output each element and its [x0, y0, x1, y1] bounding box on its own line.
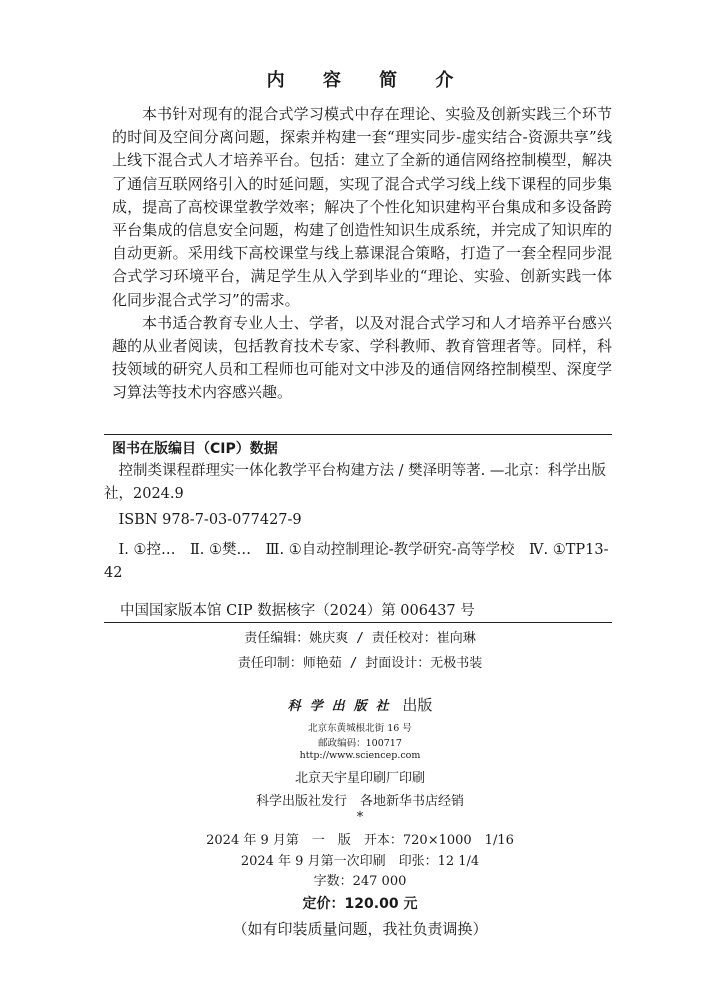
- printer-line: 北京天宇星印刷厂印刷: [294, 771, 425, 786]
- cip-section: [104, 438, 612, 588]
- publisher-address: 北京东黄城根北街 16 号: [308, 723, 412, 734]
- credits-line-1: 责任编辑：姚庆爽 / 责任校对：崔向琳: [244, 631, 476, 646]
- publisher-suffix: 出版: [402, 696, 433, 714]
- intro-section: [112, 103, 612, 405]
- wordcount-line: 字数：247 000: [313, 874, 407, 889]
- price-line: 定价：120.00 元: [302, 896, 418, 912]
- publisher-website: http://www.sciencep.com: [299, 750, 421, 761]
- publisher-name: [0, 694, 720, 715]
- intro-paragraph-2: 本书适合教育专业人士、学者，以及对混合式学习和人才培养平台感兴趣的从业者阅读，包括教育技术专家、学科教师、教育管理者等。同样，科技领域的研究人员和工程师也可能对文中涉及的通信网络控制模型、深度学习算法等技术内容感兴趣。: [112, 313, 612, 402]
- edition-line: 2024 年 9 月第 一 版 开本：720×1000 1/16: [206, 833, 514, 848]
- publisher-postcode: 邮政编码：100717: [318, 738, 402, 749]
- cip-heading: 图书在版编目（CIP）数据: [112, 441, 278, 457]
- cip-top-rule: [104, 434, 612, 435]
- separator-star: *: [356, 810, 364, 825]
- distribution-line: 科学出版社发行 各地新华书店经销: [255, 794, 464, 809]
- page-title: 内 容 简 介: [266, 70, 470, 91]
- intro-paragraph-1: 本书针对现有的混合式学习模式中存在理论、实验及创新实践三个环节的时间及空间分离问题，探索并构建一套“理实同步-虚实结合-资源共享”线上线下混合式人才培养平台。包括：建立了全新的通信网络控制模型，解决了通信互联网络引入的时延问题，实现了混合式学习线上线下课程的同步集成，提高了高校课堂教学效率；解决了个性化知识建构平台集成和多设备跨平台集成的信息安全问题，构建了创造性知识生成系统，并完成了知识库的自动更新。采用线下高校课堂与线上慕课混合策略，打造了一套全程同步混合式学习环境平台，满足学生从入学到毕业的“理论、实验、创新实践一体化同步混合式学习”的需求。: [112, 105, 612, 309]
- cip-entry: 控制类课程群理实一体化教学平台构建方法 / 樊泽明等著. —北京：科学出版社，2024.9: [104, 463, 606, 502]
- credits-line-2: 责任印制：师艳茹 / 封面设计：无极书装: [237, 656, 483, 671]
- cip-record: 中国国家版本馆 CIP 数据核字（2024）第 006437 号: [120, 603, 475, 619]
- cip-classification: Ⅰ. ①控… Ⅱ. ①樊… Ⅲ. ①自动控制理论-教学研究-高等学校 Ⅳ. ①TP13-42: [104, 542, 609, 581]
- printing-line: 2024 年 9 月第一次印刷 印张：12 1/4: [240, 854, 480, 869]
- publisher-logo: 科学出版社: [287, 699, 398, 714]
- cip-isbn: ISBN 978-7-03-077427-9: [118, 512, 302, 528]
- quality-notice: （如有印装质量问题，我社负责调换）: [232, 920, 488, 938]
- cip-bottom-rule: [104, 622, 612, 623]
